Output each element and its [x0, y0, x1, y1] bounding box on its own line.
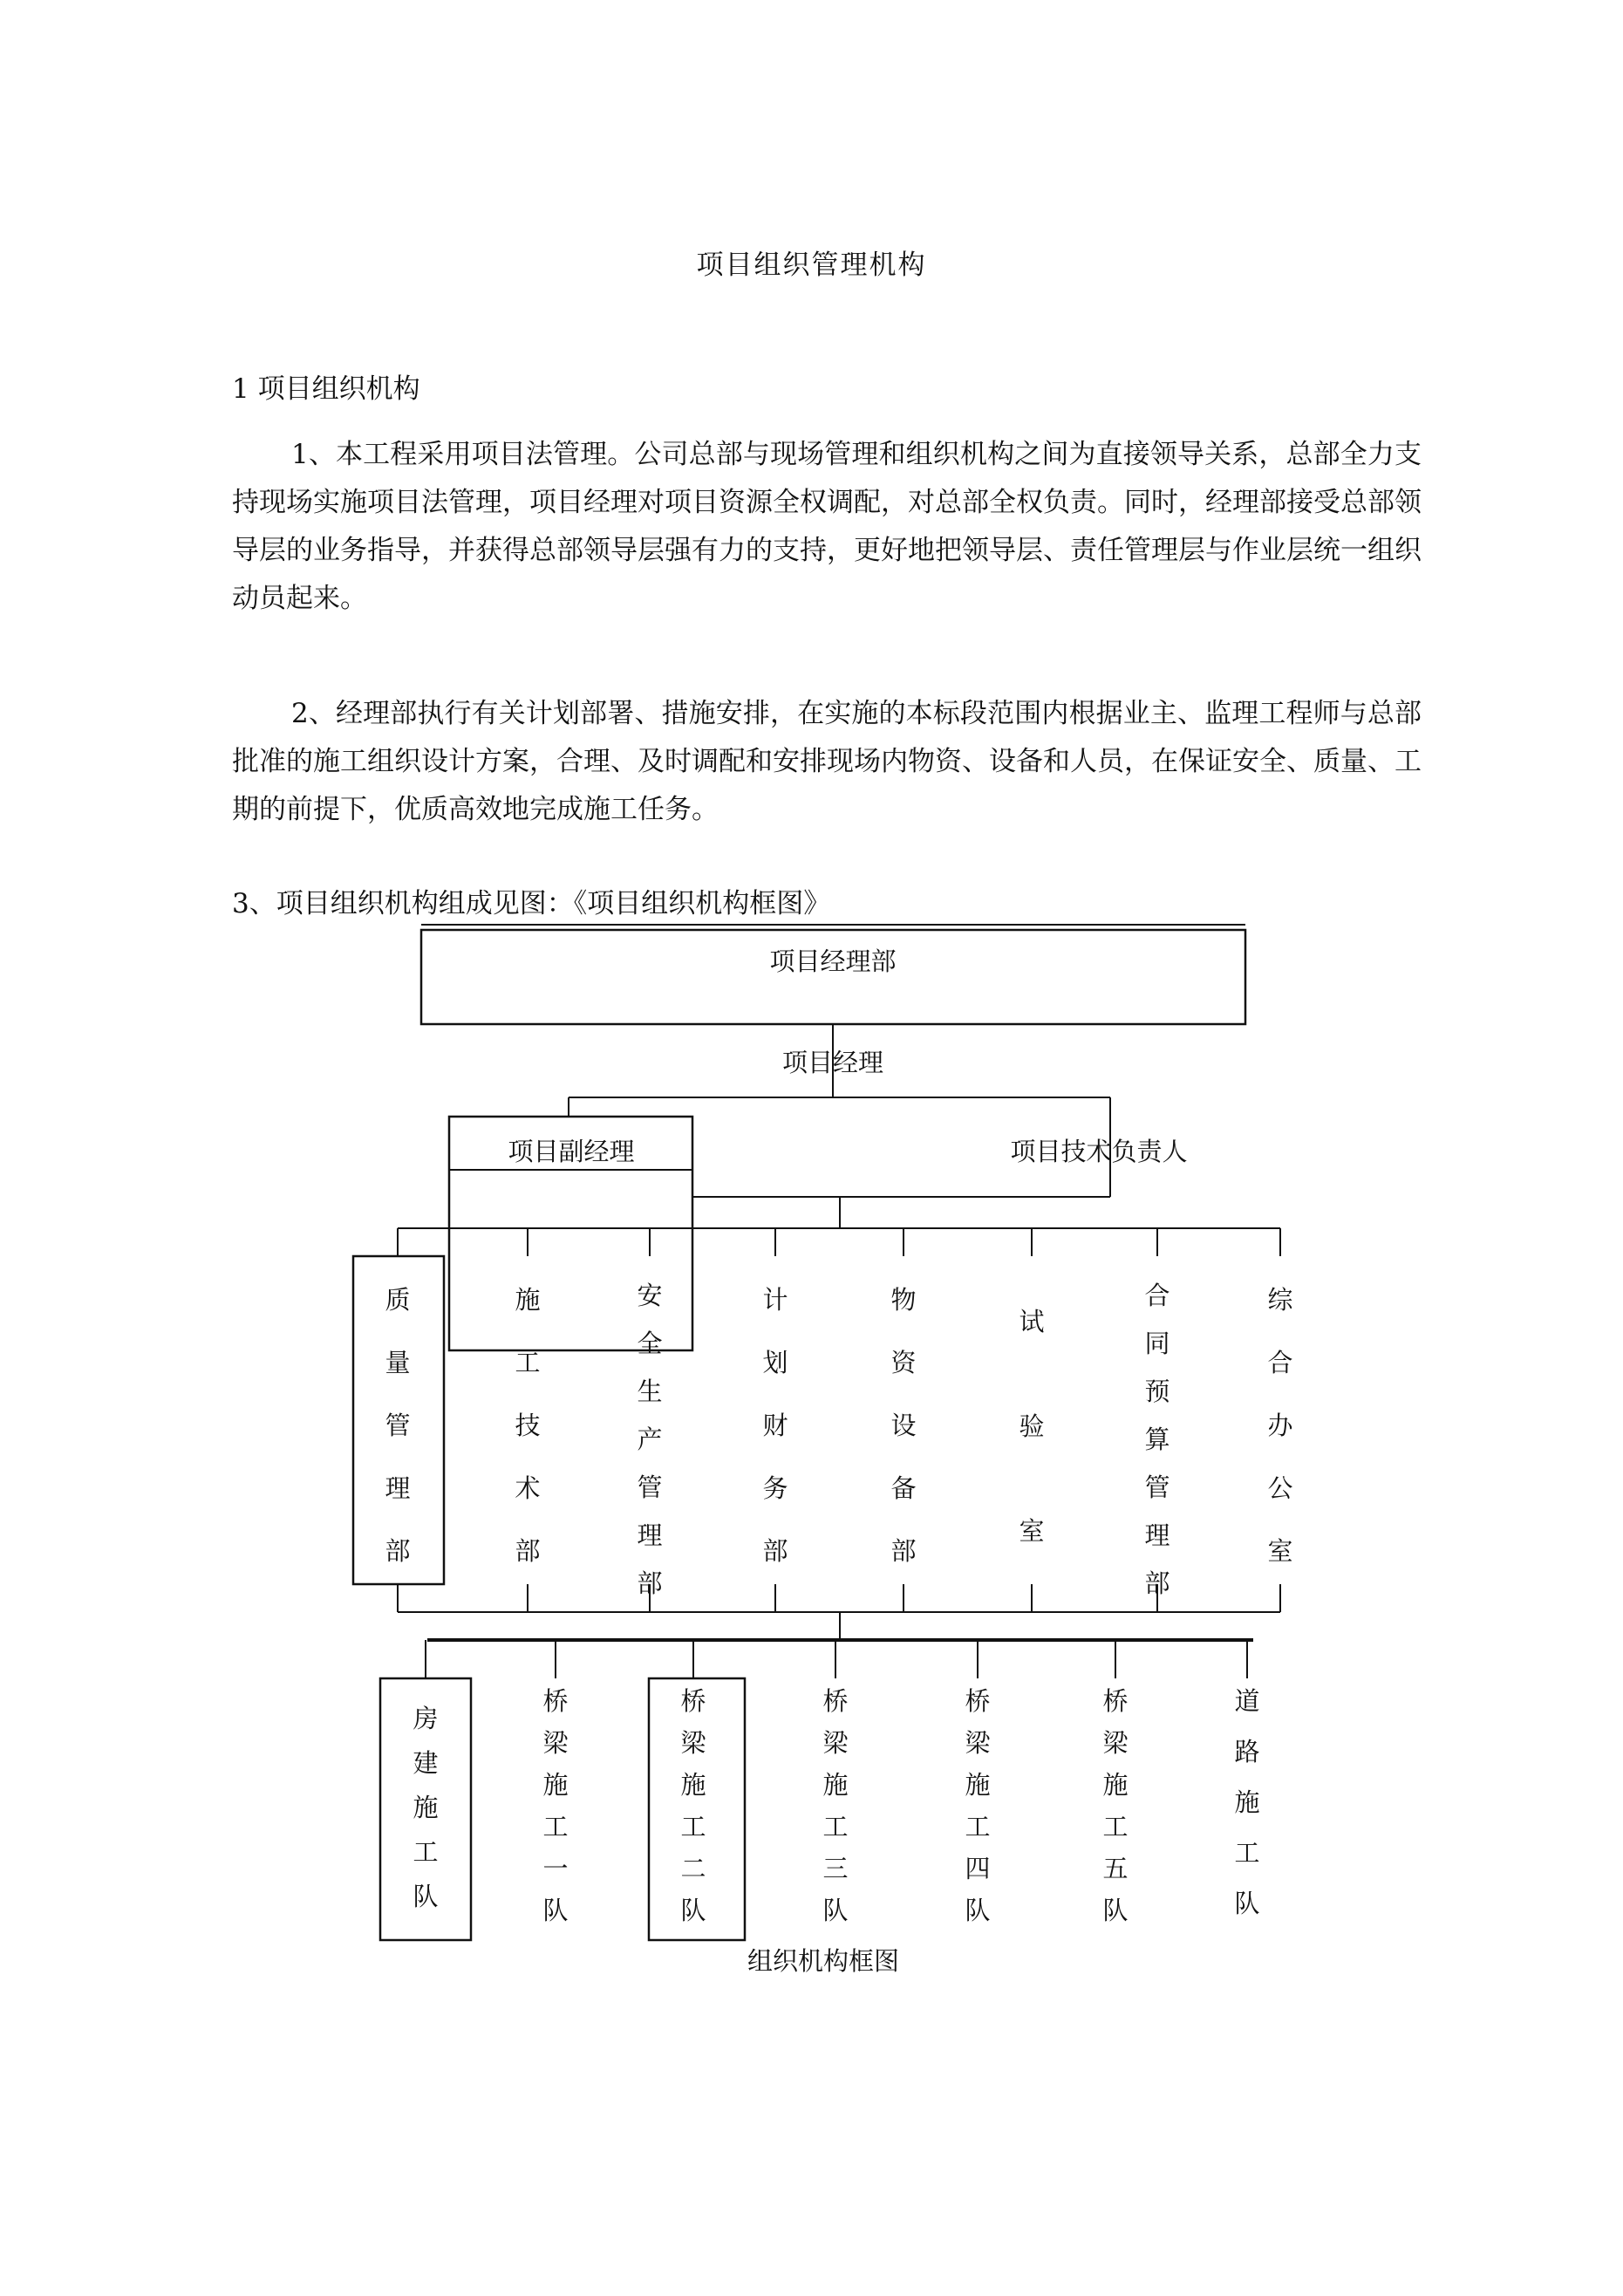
department-5: [890, 1285, 917, 1566]
page-title: 项目组织管理机构: [696, 249, 927, 281]
team-label-char: 梁: [1102, 1728, 1129, 1758]
team-label-char: 路: [1234, 1737, 1260, 1766]
section-heading: 1 项目组织机构: [232, 373, 420, 405]
department-label-char: 部: [515, 1536, 541, 1566]
team-2: [542, 1686, 569, 1925]
team-label-char: 桥: [965, 1686, 991, 1716]
department-label-char: 理: [637, 1520, 663, 1550]
department-label-char: 部: [762, 1536, 788, 1566]
department-label-char: 划: [762, 1348, 788, 1377]
department-label-char: 办: [1267, 1411, 1293, 1440]
department-label-char: 工: [515, 1348, 541, 1377]
department-7: [1144, 1281, 1170, 1598]
team-label-char: 施: [1234, 1787, 1260, 1817]
department-label-char: 物: [890, 1285, 917, 1315]
team-label-char: 梁: [822, 1728, 849, 1758]
figure-reference: 3、项目组织机构组成见图：《项目组织机构框图》: [232, 888, 831, 919]
department-1: [385, 1285, 410, 1566]
department-label-char: 生: [637, 1377, 663, 1406]
department-4: [762, 1285, 788, 1566]
department-label-char: 理: [385, 1473, 411, 1503]
department-label-char: 部: [890, 1536, 917, 1566]
team-label-char: 施: [965, 1770, 991, 1800]
department-label-char: 全: [637, 1329, 663, 1358]
team-label-char: 工: [542, 1812, 569, 1842]
paragraph-2: 2、经理部执行有关计划部署、措施安排，在实施的本标段范围内根据业主、监理工程师与总部批准的施工组织设计方案，合理、及时调配和安排现场内物资、设备和人员，在保证安全、质量、工期的前提下，优质高效地完成施工任务。: [232, 698, 1422, 825]
team-label-char: 桥: [680, 1686, 706, 1716]
team-4: [822, 1686, 849, 1925]
department-label-char: 同: [1144, 1329, 1170, 1358]
department-3: [637, 1281, 662, 1598]
team-label-char: 桥: [822, 1686, 849, 1716]
team-7: [1234, 1686, 1259, 1918]
team-label-char: 工: [680, 1812, 706, 1842]
department-label-char: 公: [1267, 1473, 1293, 1503]
team-label-char: 桥: [542, 1686, 569, 1716]
team-label-char: 队: [822, 1896, 849, 1925]
department-label-char: 管: [385, 1411, 411, 1440]
department-label-char: 室: [1267, 1536, 1293, 1566]
team-label-char: 梁: [542, 1728, 569, 1758]
team-label-char: 施: [542, 1770, 569, 1800]
team-6: [1102, 1686, 1129, 1925]
department-label-char: 计: [762, 1285, 788, 1315]
department-label-char: 管: [1144, 1473, 1170, 1502]
top-box-label: 项目经理部: [769, 946, 897, 976]
department-label-char: 产: [637, 1425, 663, 1454]
department-label-char: 合: [1144, 1281, 1170, 1310]
department-2: [515, 1285, 540, 1566]
team-label-char: 队: [413, 1882, 439, 1911]
team-1: [413, 1704, 438, 1911]
department-label-char: 资: [890, 1348, 917, 1377]
department-label-char: 验: [1019, 1411, 1045, 1441]
manager-label: 项目经理: [781, 1048, 884, 1077]
team-label-char: 队: [680, 1896, 706, 1925]
department-label-char: 术: [515, 1473, 541, 1503]
department-label-char: 部: [637, 1568, 663, 1598]
team-label-char: 梁: [680, 1728, 706, 1758]
department-label-char: 部: [385, 1536, 411, 1566]
team-label-char: 工: [965, 1812, 991, 1842]
team-label-char: 工: [413, 1837, 439, 1867]
department-label-char: 技: [515, 1411, 541, 1440]
team-label-char: 房: [413, 1704, 439, 1733]
team-label-char: 工: [822, 1812, 849, 1842]
team-label-char: 工: [1234, 1838, 1260, 1868]
team-label-char: 施: [1102, 1770, 1129, 1800]
team-label-char: 工: [1102, 1812, 1129, 1842]
team-label-char: 梁: [965, 1728, 991, 1758]
department-label-char: 财: [762, 1411, 788, 1440]
team-label-char: 队: [542, 1896, 569, 1925]
team-label-char: 五: [1102, 1854, 1129, 1883]
team-label-char: 施: [413, 1793, 439, 1822]
team-label-char: 队: [965, 1896, 991, 1925]
paragraph-1: 1、本工程采用项目法管理。公司总部与现场管理和组织机构之间为直接领导关系，总部全力支持现场实施项目法管理，项目经理对项目资源全权调配，对总部全权负责。同时，经理部接受总部领导层的业务指导，并获得总部领导层强有力的支持，更好地把领导层、责任管理层与作业层统一组织动员起来。: [232, 439, 1422, 614]
team-label-char: 桥: [1102, 1686, 1129, 1716]
department-label-char: 预: [1144, 1377, 1170, 1406]
department-6: [1019, 1307, 1044, 1546]
team-label-char: 四: [965, 1854, 991, 1883]
figure-caption: 组织机构框图: [747, 1946, 900, 1976]
department-label-char: 备: [890, 1473, 917, 1503]
team-label-char: 二: [680, 1854, 706, 1883]
department-label-char: 设: [890, 1411, 917, 1440]
department-label-char: 合: [1267, 1348, 1293, 1377]
team-label-char: 三: [822, 1854, 849, 1883]
department-label-char: 室: [1019, 1516, 1045, 1546]
team-label-char: 道: [1234, 1686, 1260, 1716]
department-label-char: 试: [1019, 1307, 1045, 1336]
department-label-char: 综: [1267, 1285, 1293, 1315]
department-label-char: 安: [637, 1281, 663, 1310]
department-label-char: 务: [762, 1473, 788, 1503]
tech-lead-label: 项目技术负责人: [1010, 1137, 1188, 1166]
department-label-char: 量: [385, 1348, 411, 1377]
department-label-char: 算: [1144, 1425, 1170, 1454]
department-label-char: 施: [515, 1285, 541, 1315]
team-label-char: 建: [413, 1748, 439, 1778]
department-label-char: 部: [1144, 1568, 1170, 1598]
team-5: [965, 1686, 991, 1925]
team-label-char: 施: [680, 1770, 706, 1800]
deputy-label: 项目副经理: [508, 1137, 635, 1166]
team-label-char: 一: [542, 1854, 569, 1883]
team-label-char: 队: [1234, 1889, 1260, 1918]
team-label-char: 队: [1102, 1896, 1129, 1925]
department-label-char: 管: [637, 1473, 663, 1502]
department-label-char: 理: [1144, 1520, 1170, 1550]
department-8: [1267, 1285, 1293, 1566]
team-3: [680, 1686, 706, 1925]
department-label-char: 质: [385, 1285, 411, 1315]
team-label-char: 施: [822, 1770, 849, 1800]
top-box: [421, 930, 1245, 1024]
